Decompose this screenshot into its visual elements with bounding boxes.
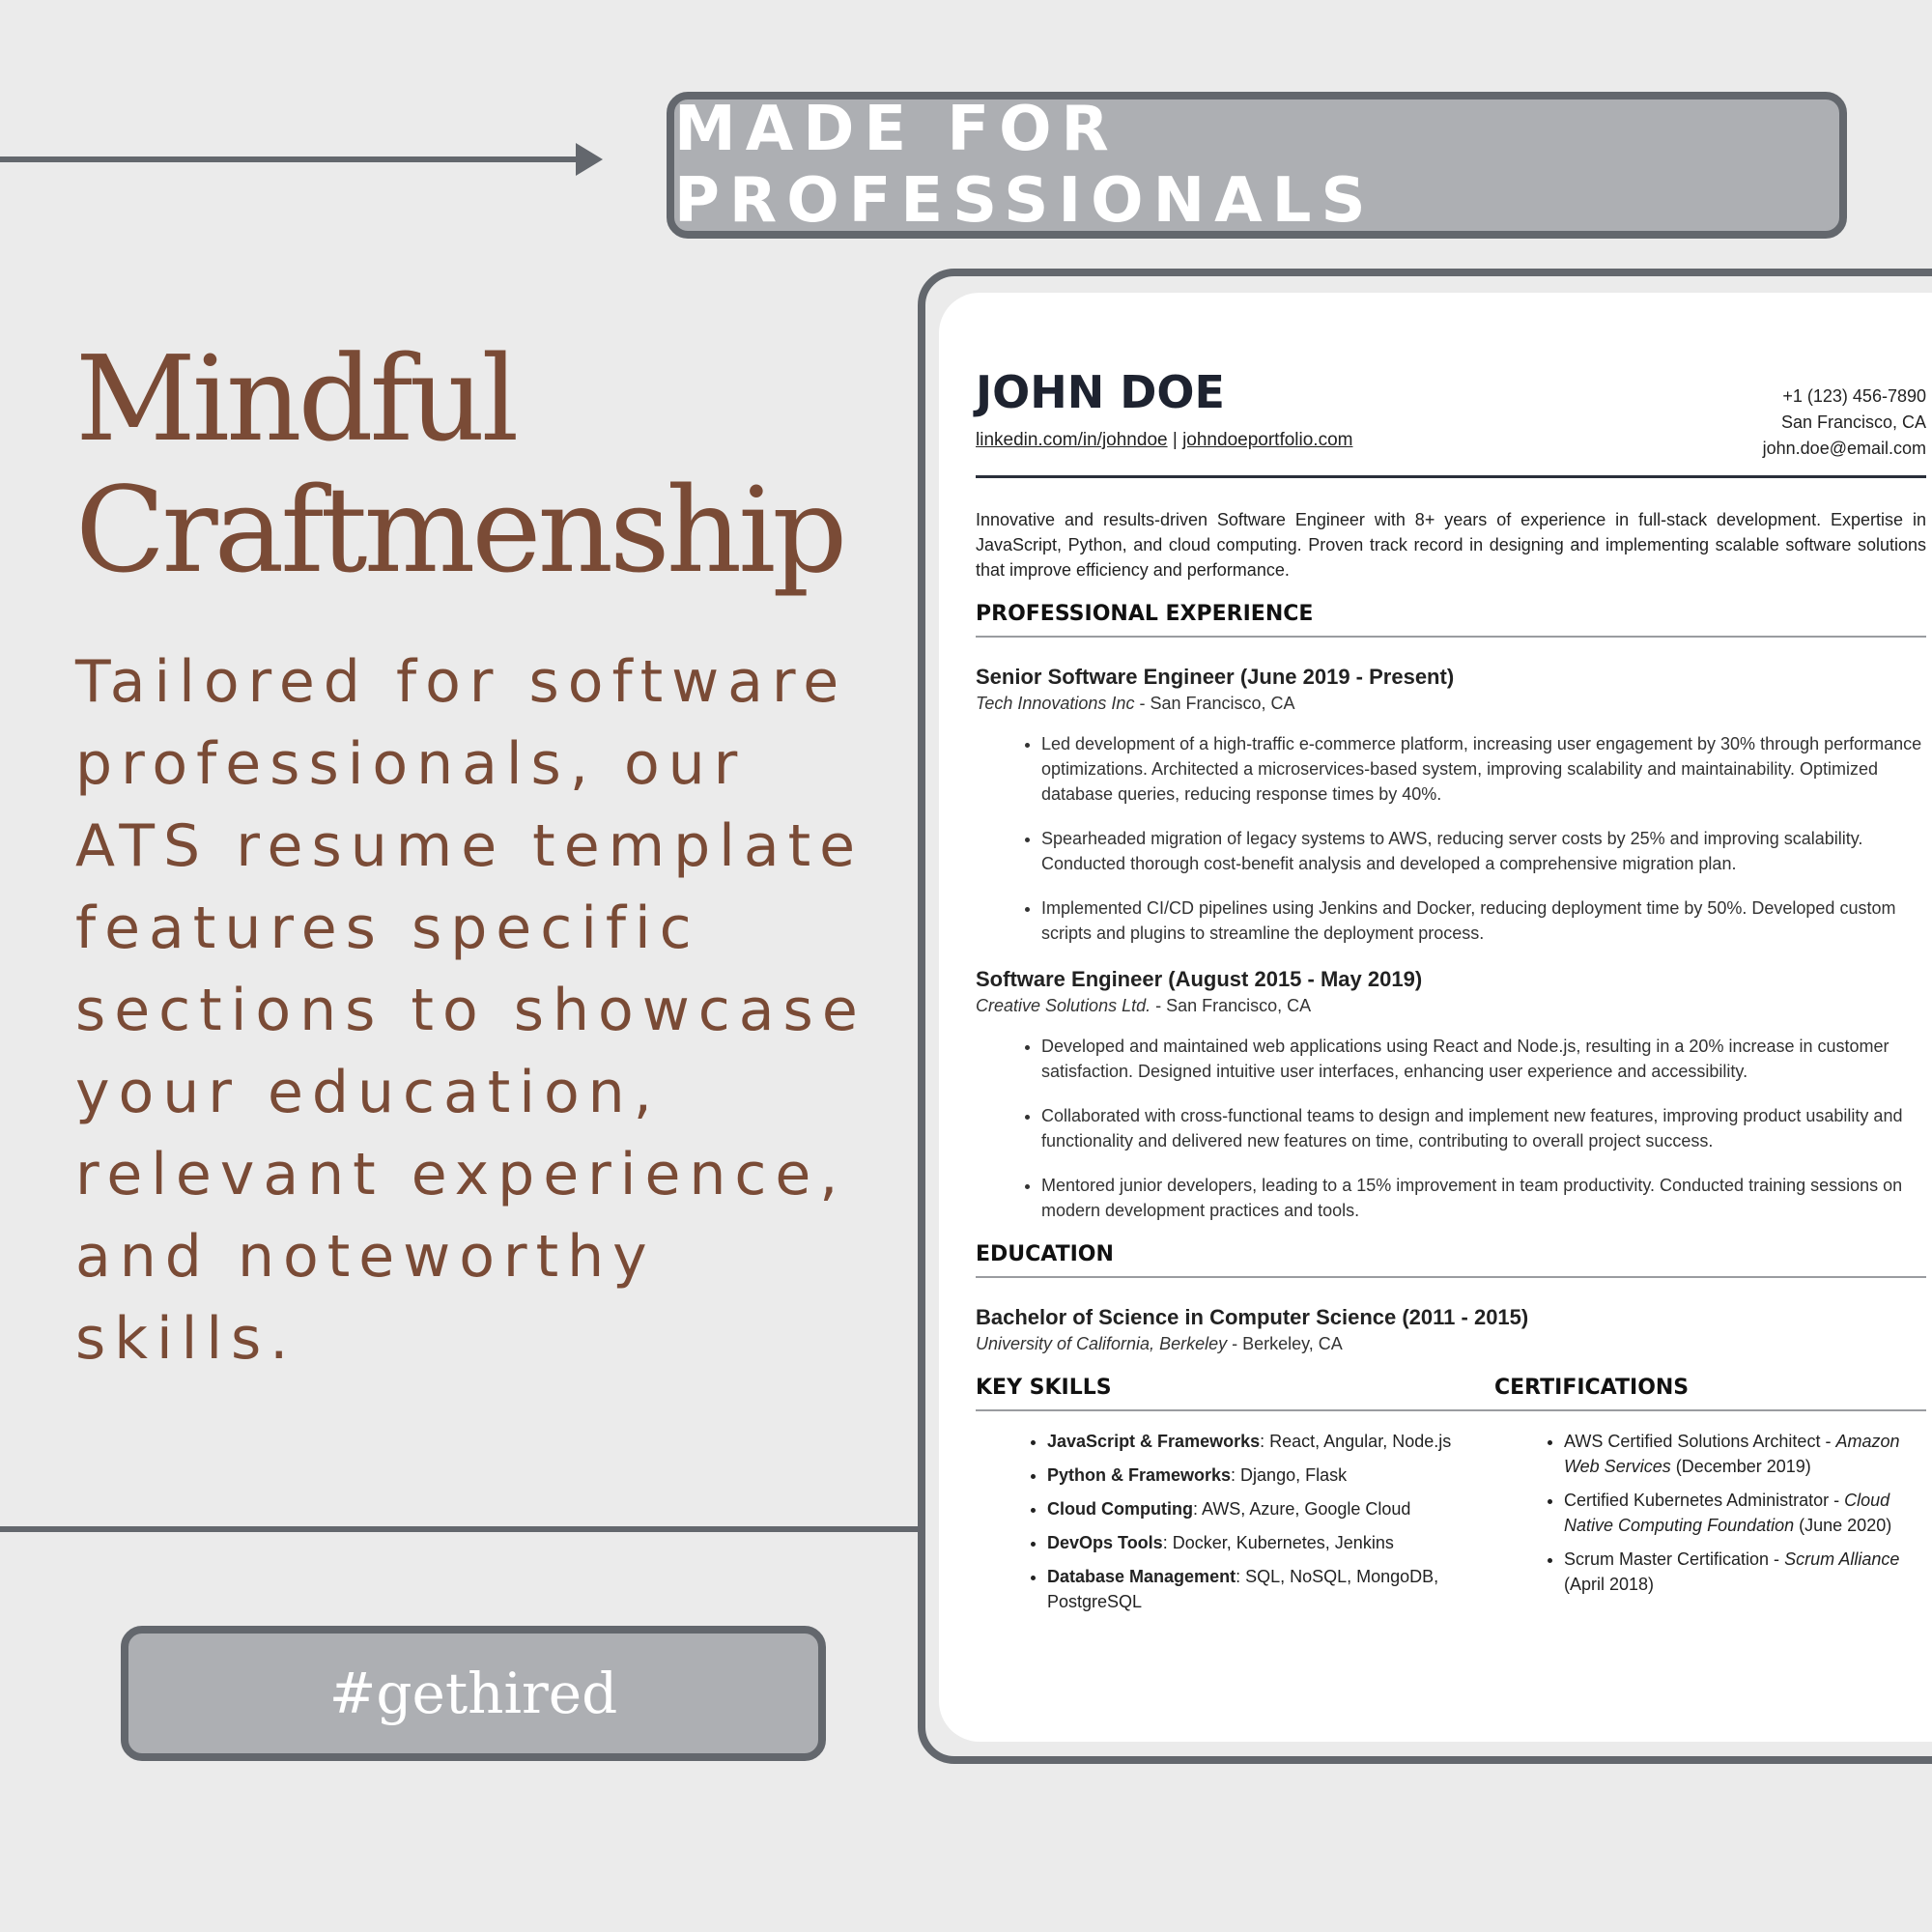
skill-detail: : AWS, Azure, Google Cloud: [1192, 1499, 1411, 1519]
skills-column: [976, 1372, 1494, 1409]
resume-summary: Innovative and results-driven Software Engineer with 8+ years of experience in full-stack development. Expertise in JavaScript, Python, and cloud computing. Proven track record in designing and implementing scalable software solutions that improve efficiency and performance.: [976, 510, 1926, 580]
job-company-line: [976, 694, 1926, 714]
headline-line-1: Mindful: [75, 330, 516, 468]
job-company-line: [976, 996, 1926, 1016]
job-bullet: • Collaborated with cross-functional teams to design and implement new features, improving product usability and functionality and delivered new features on time, contributing to overall project success.: [1041, 1103, 1926, 1153]
certs-list-column: [1494, 1429, 1926, 1623]
skills-certs-columns: [976, 1372, 1926, 1409]
cert-name: Certified Kubernetes Administrator -: [1564, 1491, 1845, 1510]
arrow-head-icon: [576, 143, 603, 176]
skills-list-column: [976, 1429, 1494, 1623]
certification-item: [1564, 1547, 1926, 1597]
skill-detail: : Django, Flask: [1231, 1465, 1348, 1485]
skill-name: Cloud Computing: [1047, 1499, 1193, 1519]
skill-name: JavaScript & Frameworks: [1047, 1432, 1261, 1451]
job-title: Software Engineer (August 2015 - May 2019): [976, 967, 1423, 991]
certs-column: [1494, 1372, 1926, 1409]
header-rule: [976, 475, 1926, 478]
job-entry: [976, 965, 1926, 1223]
cert-date: (December 2019): [1670, 1457, 1811, 1476]
skill-detail: : React, Angular, Node.js: [1260, 1432, 1452, 1451]
skill-item: [1047, 1496, 1494, 1521]
job-title: Senior Software Engineer (June 2019 - Present): [976, 665, 1455, 689]
cert-name: AWS Certified Solutions Architect -: [1564, 1432, 1836, 1451]
cert-date: (April 2018): [1564, 1575, 1655, 1594]
section-rule: [976, 636, 1926, 638]
job-bullets: [976, 1034, 1926, 1223]
job-entry: [976, 663, 1926, 946]
cert-name: Scrum Master Certification -: [1564, 1549, 1785, 1569]
cert-issuer: Scrum Alliance: [1784, 1549, 1900, 1569]
job-location: - San Francisco, CA: [1134, 694, 1295, 713]
job-bullet: • Spearheaded migration of legacy systems to AWS, reducing server costs by 25% and improving scalability. Conducted thorough cost-benefit analysis and developed a comprehensive migration plan.: [1041, 826, 1926, 876]
skill-name: Python & Frameworks: [1047, 1465, 1232, 1485]
education-school: University of California, Berkeley: [976, 1334, 1228, 1353]
tagline: Tailored for software professionals, our ATS resume template features specific sections to showcase your education, relevant experience, and noteworthy skills.: [75, 648, 867, 1373]
skill-item: [1047, 1530, 1494, 1555]
job-bullet: • Mentored junior developers, leading to a 15% improvement in team productivity. Conducted training sessions on modern development practices and tools.: [1041, 1173, 1926, 1223]
job-bullet: • Developed and maintained web applications using React and Node.js, resulting in a 20% increase in customer satisfaction. Designed intuitive user interfaces, enhancing user experience and accessibility.: [1041, 1034, 1926, 1084]
skills-certs-lists: [976, 1429, 1926, 1623]
resume-email: john.doe@email.com: [1762, 439, 1926, 458]
resume-preview: [939, 293, 1932, 1742]
resume-location: San Francisco, CA: [1780, 412, 1926, 432]
skill-item: [1047, 1564, 1494, 1614]
resume-phone: +1 (123) 456-7890: [1782, 386, 1926, 406]
skill-item: [1047, 1429, 1494, 1454]
hashtag-badge: #gethired: [121, 1626, 826, 1761]
education-school-line: [976, 1334, 1926, 1354]
resume-links: [976, 430, 1352, 451]
education-degree: Bachelor of Science in Computer Science (2011 - 2015): [976, 1305, 1529, 1329]
cert-issuer: Amazon Web Services: [1564, 1432, 1900, 1476]
job-bullet: • Implemented CI/CD pipelines using Jenkins and Docker, reducing deployment time by 50%. Developed custom scripts and plugins to streamline the deployment process.: [1041, 895, 1926, 946]
headline-line-2: Craftmenship: [75, 462, 844, 599]
portfolio-link[interactable]: johndoeportfolio.com: [1182, 430, 1353, 450]
cert-date: (June 2020): [1794, 1516, 1892, 1535]
job-location: - San Francisco, CA: [1151, 996, 1312, 1015]
skill-name: DevOps Tools: [1047, 1533, 1163, 1552]
section-rule: [976, 1409, 1926, 1411]
job-company: Tech Innovations Inc: [976, 694, 1135, 713]
link-separator: |: [1172, 430, 1178, 450]
resume-name: JOHN DOE: [976, 366, 1225, 418]
certifications-section-title: CERTIFICATIONS: [1494, 1376, 1690, 1400]
divider-line: [0, 1526, 923, 1532]
certifications-list: [1494, 1429, 1926, 1597]
education-location: - Berkeley, CA: [1227, 1334, 1343, 1353]
section-rule: [976, 1276, 1926, 1278]
headline: [75, 330, 867, 599]
job-bullet: • Led development of a high-traffic e-commerce platform, increasing user engagement by 30% through performance optimizations. Architected a microservices-based system, improving scalability and maintainability. Optimized database queries, reducing response times by 40%.: [1041, 731, 1926, 807]
cert-issuer: Cloud Native Computing Foundation: [1564, 1491, 1890, 1535]
made-for-professionals-banner: MADE FOR PROFESSIONALS: [667, 92, 1847, 239]
skill-detail: : SQL, NoSQL, MongoDB, PostgreSQL: [1047, 1567, 1439, 1611]
job-company: Creative Solutions Ltd.: [976, 996, 1151, 1015]
skills-list: [976, 1429, 1494, 1614]
resume-contact: [1763, 366, 1926, 462]
resume-header: [976, 366, 1926, 462]
skill-detail: : Docker, Kubernetes, Jenkins: [1162, 1533, 1394, 1552]
certification-item: [1564, 1488, 1926, 1538]
experience-section-title: PROFESSIONAL EXPERIENCE: [976, 602, 1314, 626]
linkedin-link[interactable]: linkedin.com/in/johndoe: [976, 430, 1168, 450]
skill-item: [1047, 1463, 1494, 1488]
skill-name: Database Management: [1047, 1567, 1236, 1586]
skills-section-title: KEY SKILLS: [976, 1376, 1112, 1400]
job-bullets: [976, 731, 1926, 946]
certification-item: [1564, 1429, 1926, 1479]
education-section-title: EDUCATION: [976, 1242, 1114, 1266]
arrow-line: [0, 156, 580, 162]
